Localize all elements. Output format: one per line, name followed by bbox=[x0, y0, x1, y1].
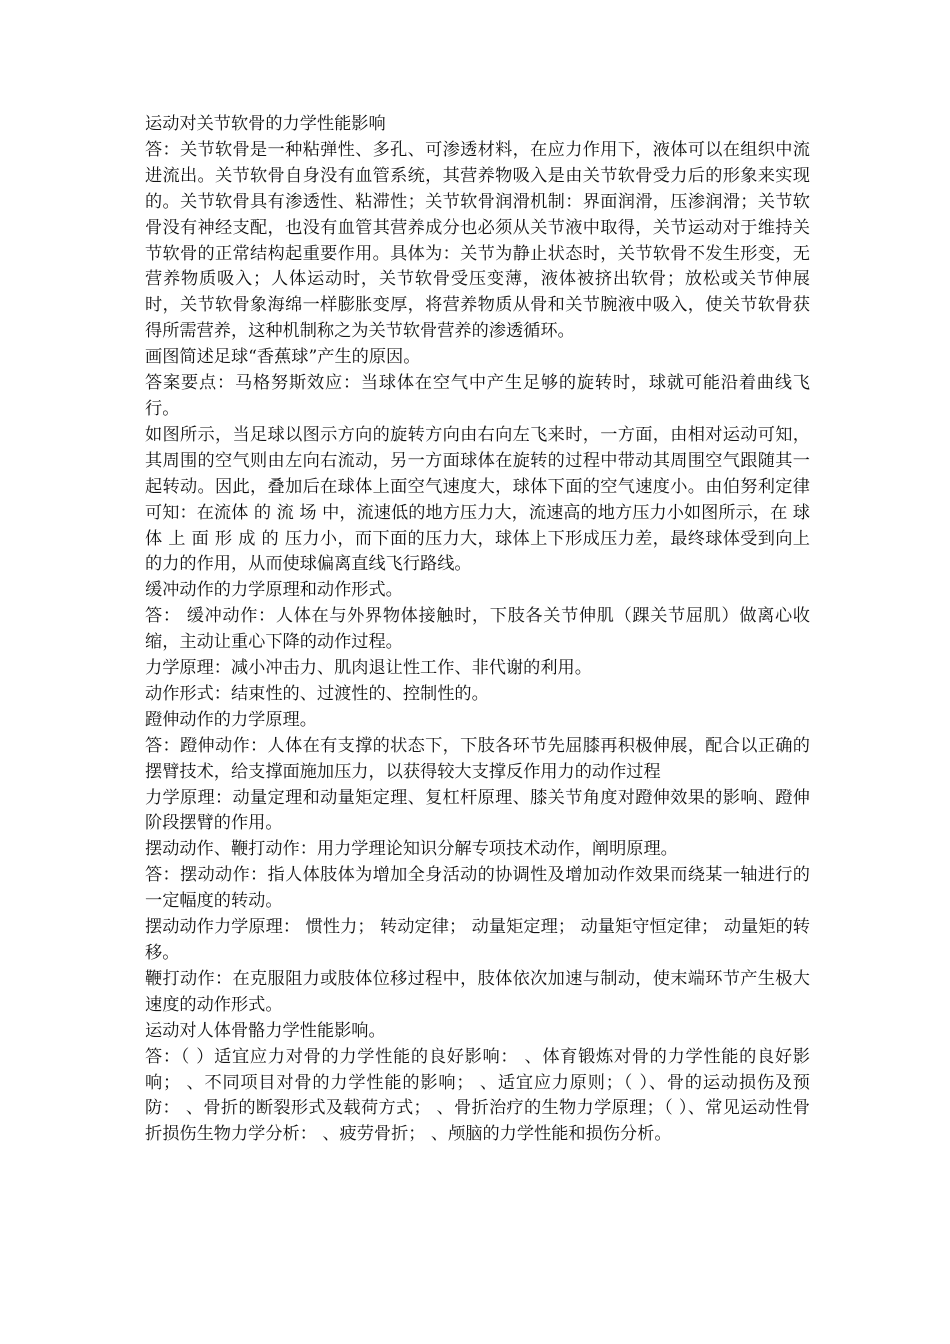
answer-magnus-effect: 答案要点：马格努斯效应：当球体在空气中产生足够的旋转时，球就可能沿着曲线飞行。 bbox=[145, 373, 810, 419]
cushioning-forms: 动作形式：结束性的、过渡性的、控制性的。 bbox=[145, 683, 489, 704]
answer-cushioning: 答： 缓冲动作：人体在与外界物体接触时，下肢各关节伸肌（踝关节屈肌）做离心收缩，主动让重心下降的动作过程。 bbox=[145, 606, 810, 653]
heading-cushioning: 缓冲动作的力学原理和动作形式。 bbox=[145, 580, 403, 601]
answer-cartilage: 答：关节软骨是一种粘弹性、多孔、可渗透材料，在应力作用下，液体可以在组织中流进流出。关节软骨自身没有血管系统，其营养物吸入是由关节软骨受力后的形象来实现的。关节软骨具有渗透性、粘滞性；关节软骨润滑机制：界面润滑，压渗润滑；关节软骨没有神经支配，也没有血管其营养成分也必须从关节液中取得，关节运动对于维持关节软骨的正常结构起重要作用。具体为：关节为静止状态时，关节软骨不发生形变，无营养物质吸入；人体运动时，关节软骨受压变薄，液体被挤出软骨；放松或关节伸展时，关节软骨象海绵一样膨胀变厚，将营养物质从骨和关节腕液中吸入，使关节软骨获得所需营养，这种机制称之为关节软骨营养的渗透循环。 bbox=[145, 139, 810, 342]
swing-principle: 摆动动作力学原理： 惯性力； 转动定律； 动量矩定理； 动量矩守恒定律； 动量矩的转移。 bbox=[145, 917, 810, 963]
answer-push-off: 答：蹬伸动作：人体在有支撑的状态下，下肢各环节先屈膝再积极伸展，配合以正确的摆臂技术，给支撑面施加压力，以获得较大支撑反作用力的动作过程 bbox=[145, 735, 810, 782]
whip-definition: 鞭打动作：在克服阻力或肢体位移过程中，肢体依次加速与制动，使末端环节产生极大速度的动作形式。 bbox=[145, 968, 810, 1015]
paragraph-bernoulli: 如图所示，当足球以图示方向的旋转方向由右向左飞来时，一方面，由相对运动可知，其周围的空气则由左向右流动，另一方面球体在旋转的过程中带动其周围空气跟随其一起转动。因此，叠加后在球体上面空气速度大，球体下面的空气速度小。由伯努利定律可知：在流体 的 流 场 中，流速低的地方压力大，流速高的地方压力小如图所示，在 球 体 上 面 形 成 的 压力小，而下面的压力大，球体上下形成压力差，最终球体受到向上的力的作用，从而使球偏离直线飞行路线。 bbox=[145, 424, 810, 575]
answer-bone: 答：（ ）适宜应力对骨的力学性能的良好影响： 、体育锻炼对骨的力学性能的良好影响； 、不同项目对骨的力学性能的影响； 、适宜应力原则；（ ）、骨的运动损伤及预防： 、骨折的断裂形式及载荷方式； 、骨折治疗的生物力学原理；（ ）、常见运动性骨折损伤生物力学分析： 、疲劳骨折； 、颅脑的力学性能和损伤分析。 bbox=[145, 1046, 810, 1145]
heading-push-off: 蹬伸动作的力学原理。 bbox=[145, 709, 317, 730]
document-body bbox=[145, 112, 810, 1148]
cushioning-principle: 力学原理：减小冲击力、肌肉退让性工作、非代谢的利用。 bbox=[145, 658, 592, 679]
push-off-principle: 力学原理：动量定理和动量矩定理、复杠杆原理、膝关节角度对蹬伸效果的影响、蹬伸阶段摆臂的作用。 bbox=[145, 787, 810, 834]
heading-banana-ball: 画图简述足球“香蕉球”产生的原因。 bbox=[145, 347, 421, 368]
answer-swing: 答：摆动动作：指人体肢体为增加全身活动的协调性及增加动作效果而绕某一轴进行的一定幅度的转动。 bbox=[145, 865, 810, 912]
heading-swing-whip: 摆动动作、鞭打动作：用力学理论知识分解专项技术动作，阐明原理。 bbox=[145, 839, 678, 860]
heading-bone: 运动对人体骨骼力学性能影响。 bbox=[145, 1020, 386, 1041]
heading-cartilage: 运动对关节软骨的力学性能影响 bbox=[145, 114, 386, 134]
